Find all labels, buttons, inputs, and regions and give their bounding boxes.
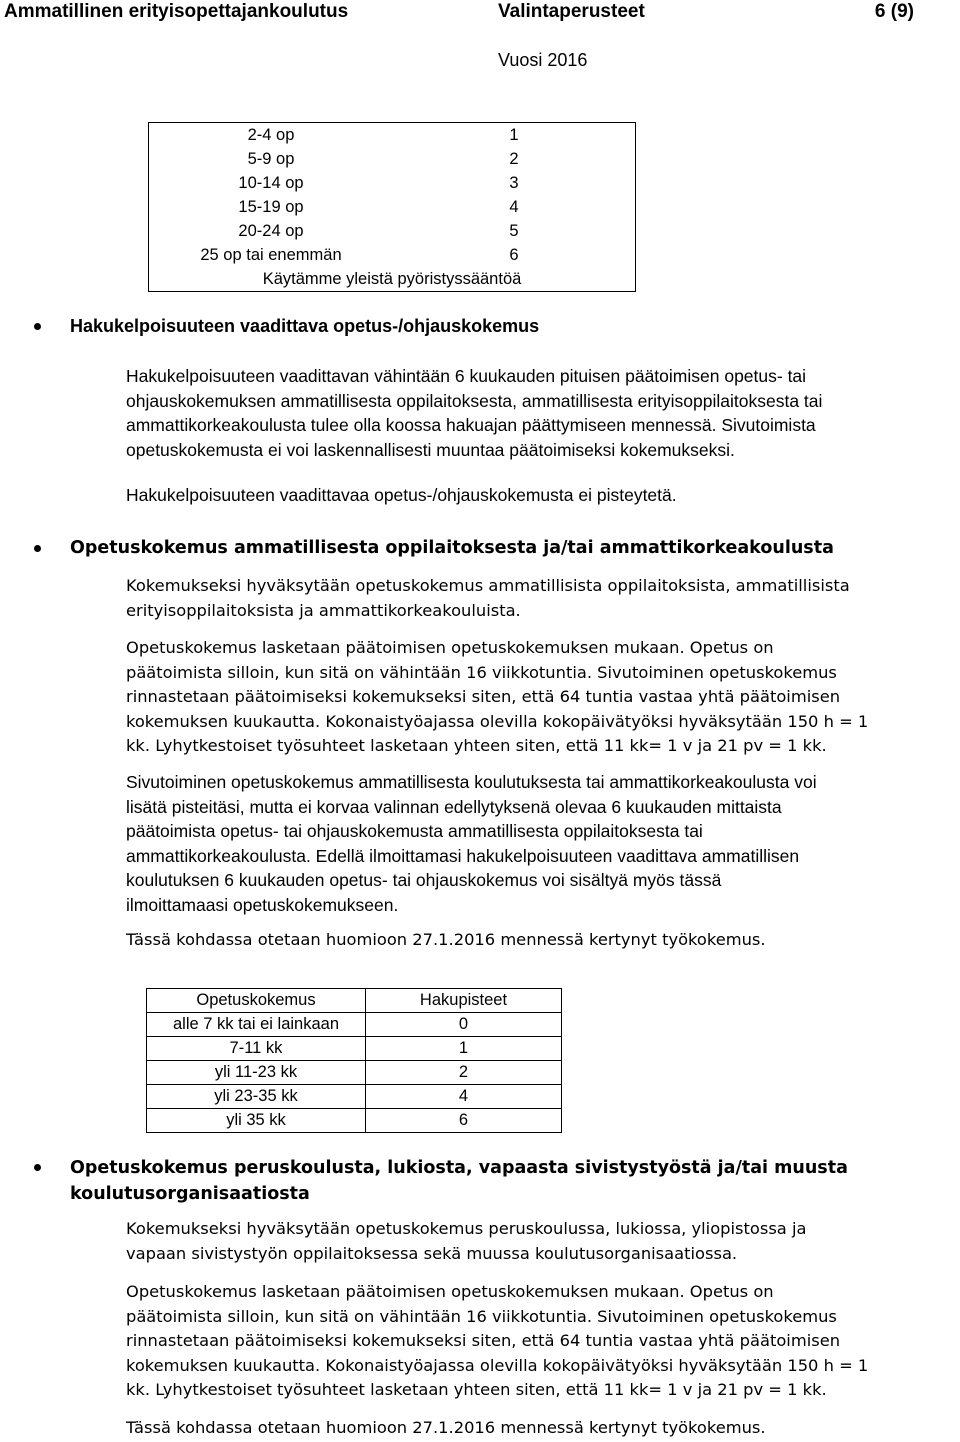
document-year: Vuosi 2016 <box>498 50 588 70</box>
general-paragraph-1: Kokemukseksi hyväksytään opetuskokemus peruskoulussa, lukiossa, yliopistossa ja vapaan sivistystyön oppilaitoksessa sekä muussa koulutusorganisaatiossa. <box>126 1219 807 1263</box>
vocational-date-note: Tässä kohdassa otetaan huomioon 27.1.2016 mennessä kertynyt työkokemus. <box>126 930 766 949</box>
page-number: 6 (9) <box>874 1 914 22</box>
page-header <box>0 0 960 24</box>
table-row: alle 7 kk tai ei lainkaan 0 <box>147 1013 562 1037</box>
experience-points-table <box>146 988 562 1133</box>
table-row: 10-14 op 3 <box>238 174 519 192</box>
table-header-row <box>147 989 562 1013</box>
general-paragraph-2: Opetuskokemus lasketaan päätoimisen opetuskokemuksen mukaan. Opetus on päätoimista silloin, kun sitä on vähintään 16 viikkotuntia. Sivutoiminen opetuskokemus rinnastetaan päätoimiseksi kokemukseksi siten, että 64 tuntia vastaa yhtä päätoimisen kokemuksen kuukautta. Kokonaistyöajassa olevilla kokopäivätyöksi hyväksytään 150 h = 1 kk. Lyhytkestoiset työsuhteet lasketaan yhteen siten, että 11 kk= 1 v ja 21 pv = 1 kk. <box>126 1282 869 1399</box>
table-row: yli 11-23 kk 2 <box>147 1061 562 1085</box>
bullet-icon <box>34 1164 41 1171</box>
table-row: 20-24 op 5 <box>238 222 519 240</box>
general-date-note: Tässä kohdassa otetaan huomioon 27.1.2016 mennessä kertynyt työkokemus. <box>126 1418 766 1437</box>
eligibility-note: Hakukelpoisuuteen vaadittavaa opetus-/ohjauskokemusta ei pisteytetä. <box>126 485 677 505</box>
vocational-paragraph-1: Kokemukseksi hyväksytään opetuskokemus ammatillisista oppilaitoksista, ammatillisista erityisoppilaitoksista ja ammattikorkeakouluista. <box>126 576 850 620</box>
vocational-paragraph-3: Sivutoiminen opetuskokemus ammatillisesta koulutuksesta tai ammattikorkeakoulusta voi lisätä pisteitäsi, mutta ei korvaa valinnan edellytyksenä olevaa 6 kuukauden mittaista päätoimista opetus- tai ohjauskokemusta ammatillisesta oppilaitoksesta tai ammattikorkeakoulusta. Edellä ilmoittamasi hakukelpoisuuteen vaadittava ammatillisen koulutuksen 6 kuukauden opetus- tai ohjauskokemus voi sisältyä myös tässä ilmoittamaasi opetuskokemukseen. <box>126 772 817 915</box>
table-row: yli 35 kk 6 <box>147 1109 562 1133</box>
rounding-note: Käytämme yleistä pyöristyssääntöä <box>262 270 522 288</box>
document-subtitle: Valintaperusteet <box>498 1 645 22</box>
eligibility-paragraph: Hakukelpoisuuteen vaadittavan vähintään 6 kuukauden pituisen päätoimisen opetus- tai ohjauskokemuksen ammatillisesta oppilaitoksesta, ammatillisesta erityisoppilaitoksesta tai ammattikorkeakoulusta tulee olla koossa hakuajan päättymiseen mennessä. Sivutoimista opetuskokemusta ei voi laskennallisesti muuntaa päätoimiseksi kokemukseksi. <box>126 366 823 460</box>
table-note-row <box>149 267 636 292</box>
section-heading-vocational: Opetuskokemus ammatillisesta oppilaitoksesta ja/tai ammattikorkeakoulusta <box>70 538 834 558</box>
table-row: 5-9 op 2 <box>247 150 519 168</box>
table-row: 25 op tai enemmän 6 <box>200 246 519 264</box>
column-header: Opetuskokemus <box>147 989 366 1013</box>
credit-points-table <box>148 122 636 292</box>
bullet-icon <box>34 323 41 330</box>
section-heading-general-education: Opetuskokemus peruskoulusta, lukiosta, vapaasta sivistystyöstä ja/tai muusta koulutusorganisaatiosta <box>70 1158 848 1204</box>
table-row: yli 23-35 kk 4 <box>147 1085 562 1109</box>
section-heading-eligibility: Hakukelpoisuuteen vaadittava opetus-/ohjauskokemus <box>70 316 540 336</box>
table-row: 7-11 kk 1 <box>147 1037 562 1061</box>
vocational-paragraph-2: Opetuskokemus lasketaan päätoimisen opetuskokemuksen mukaan. Opetus on päätoimista silloin, kun sitä on vähintään 16 viikkotuntia. Sivutoiminen opetuskokemus rinnastetaan päätoimiseksi kokemukseksi siten, että 64 tuntia vastaa yhtä päätoimisen kokemuksen kuukautta. Kokonaistyöajassa olevilla kokopäivätyöksi hyväksytään 150 h = 1 kk. Lyhytkestoiset työsuhteet lasketaan yhteen siten, että 11 kk= 1 v ja 21 pv = 1 kk. <box>126 638 869 755</box>
table-row: 2-4 op 1 <box>247 126 519 144</box>
table-row: 15-19 op 4 <box>238 198 519 216</box>
document-title: Ammatillinen erityisopettajankoulutus <box>4 1 349 22</box>
bullet-icon <box>34 545 41 552</box>
column-header: Hakupisteet <box>366 989 562 1013</box>
